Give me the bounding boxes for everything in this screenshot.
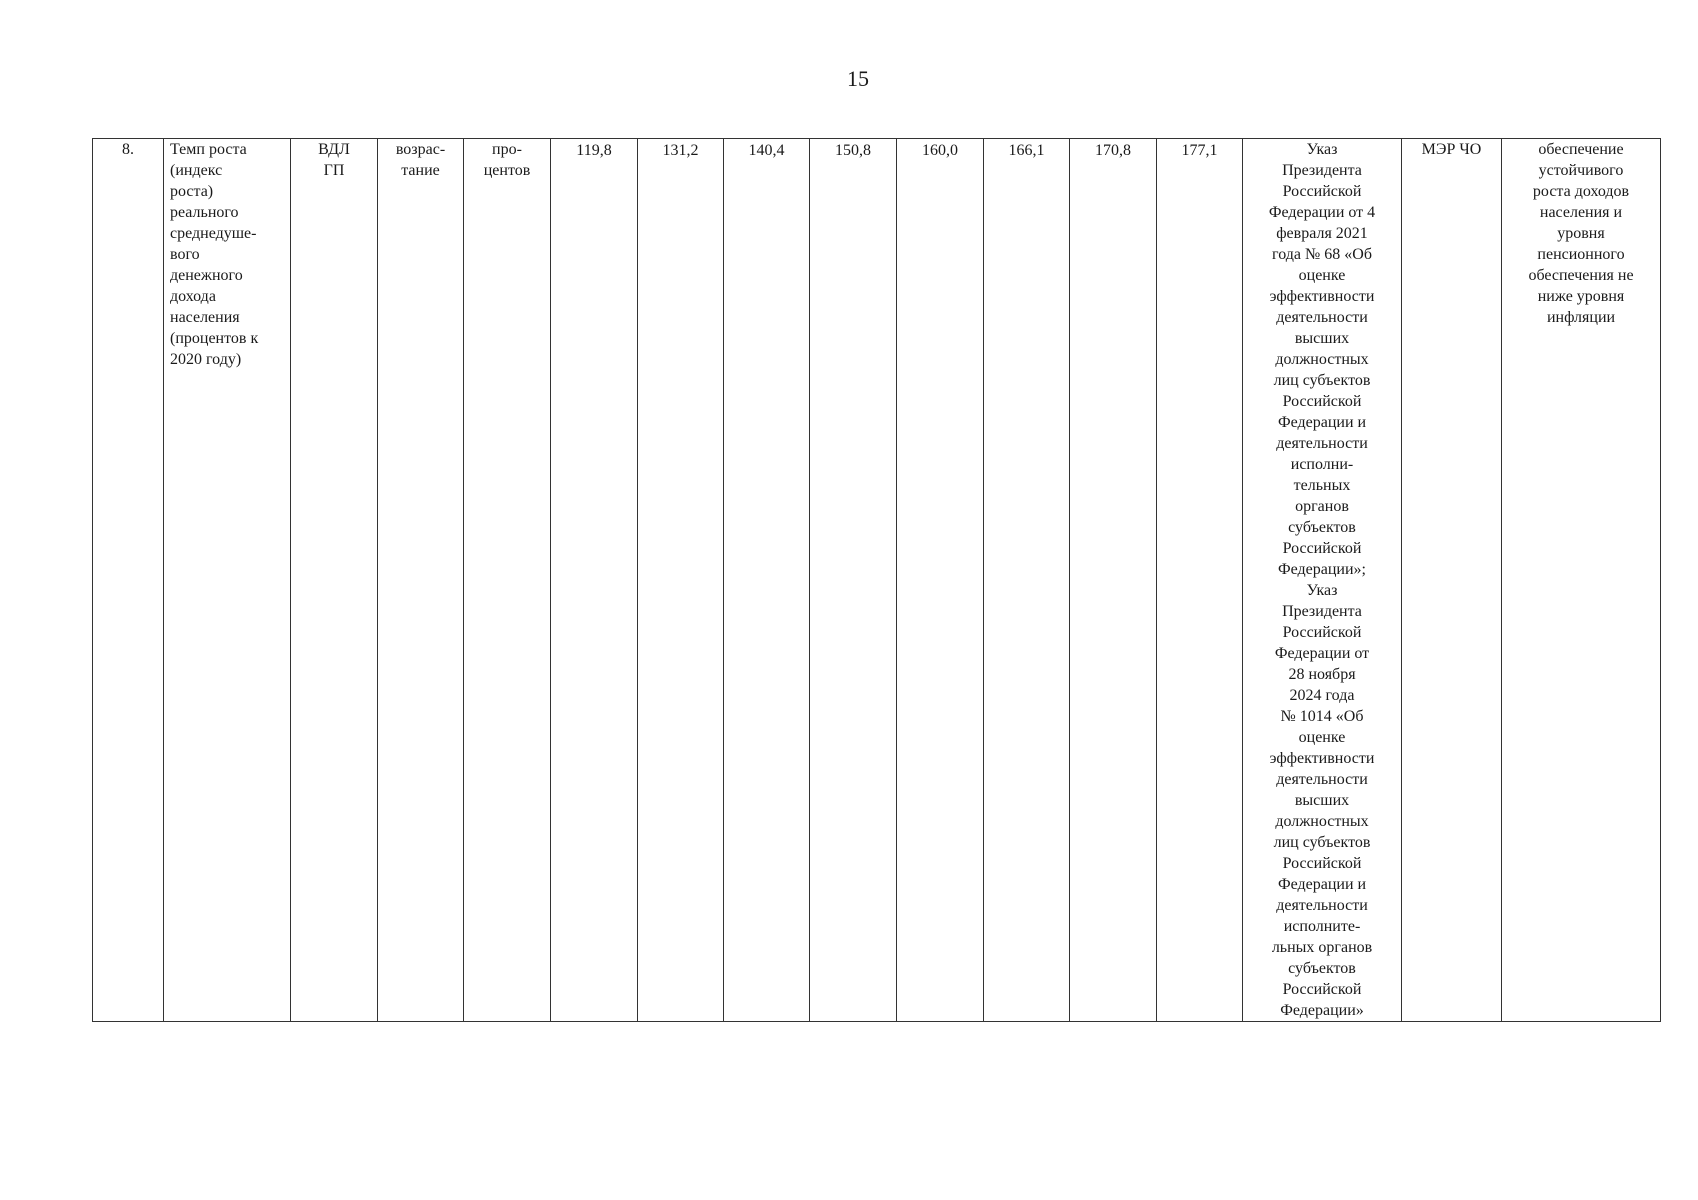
indicator-cell: [164, 139, 291, 1022]
goal-cell: [1502, 139, 1661, 1022]
unit-cell: [464, 139, 551, 1022]
value-5: 160,0: [922, 142, 958, 159]
value-cell: [1070, 139, 1157, 1022]
value-3: 140,4: [748, 142, 785, 159]
indicator-direction: возрас- тание: [395, 141, 446, 179]
value-cell: [724, 139, 810, 1022]
indicator-level: ВДЛ ГП: [318, 141, 350, 179]
table-row: [93, 139, 1661, 1022]
row-number: 8.: [122, 141, 134, 158]
value-cell: [897, 139, 984, 1022]
value-cell: [810, 139, 897, 1022]
row-number-cell: [93, 139, 164, 1022]
value-6: 166,1: [1008, 142, 1045, 159]
value-cell: [638, 139, 724, 1022]
responsible-body: МЭР ЧО: [1421, 141, 1482, 158]
value-1: 119,8: [576, 142, 612, 159]
value-4: 150,8: [835, 142, 871, 159]
value-cell: [1157, 139, 1243, 1022]
responsible-cell: [1402, 139, 1502, 1022]
indicator-name: Темп роста (индекс роста) реального среднедуше- вого денежного дохода населения (процентов к 2020 году): [170, 141, 259, 368]
level-cell: [291, 139, 378, 1022]
value-2: 131,2: [662, 142, 699, 159]
goal-text: обеспечение устойчивого роста доходов населения и уровня пенсионного обеспечения не ниже уровня инфляции: [1528, 141, 1634, 326]
direction-cell: [378, 139, 464, 1022]
indicator-table: [92, 138, 1661, 1022]
page-number: 15: [847, 66, 869, 91]
value-cell: [984, 139, 1070, 1022]
legal-document: Указ Президента Российской Федерации от 4 февраля 2021 года № 68 «Об оценке эффективности деятельности высших должностных лиц субъектов Российской Федерации и деятельности исполни- тельных органов субъектов Российской Федерации»; Указ Президента Российской Федерации от 28 ноября 2024 года № 1014 «Об оценке эффективности деятельности высших должностных лиц субъектов Российской Федерации и деятельности исполните- льных органов субъектов Российской Федерации»: [1268, 141, 1376, 1019]
document-cell: [1243, 139, 1402, 1022]
value-cell: [551, 139, 638, 1022]
value-8: 177,1: [1181, 142, 1218, 159]
value-7: 170,8: [1095, 142, 1131, 159]
indicator-unit: про- центов: [483, 141, 531, 179]
